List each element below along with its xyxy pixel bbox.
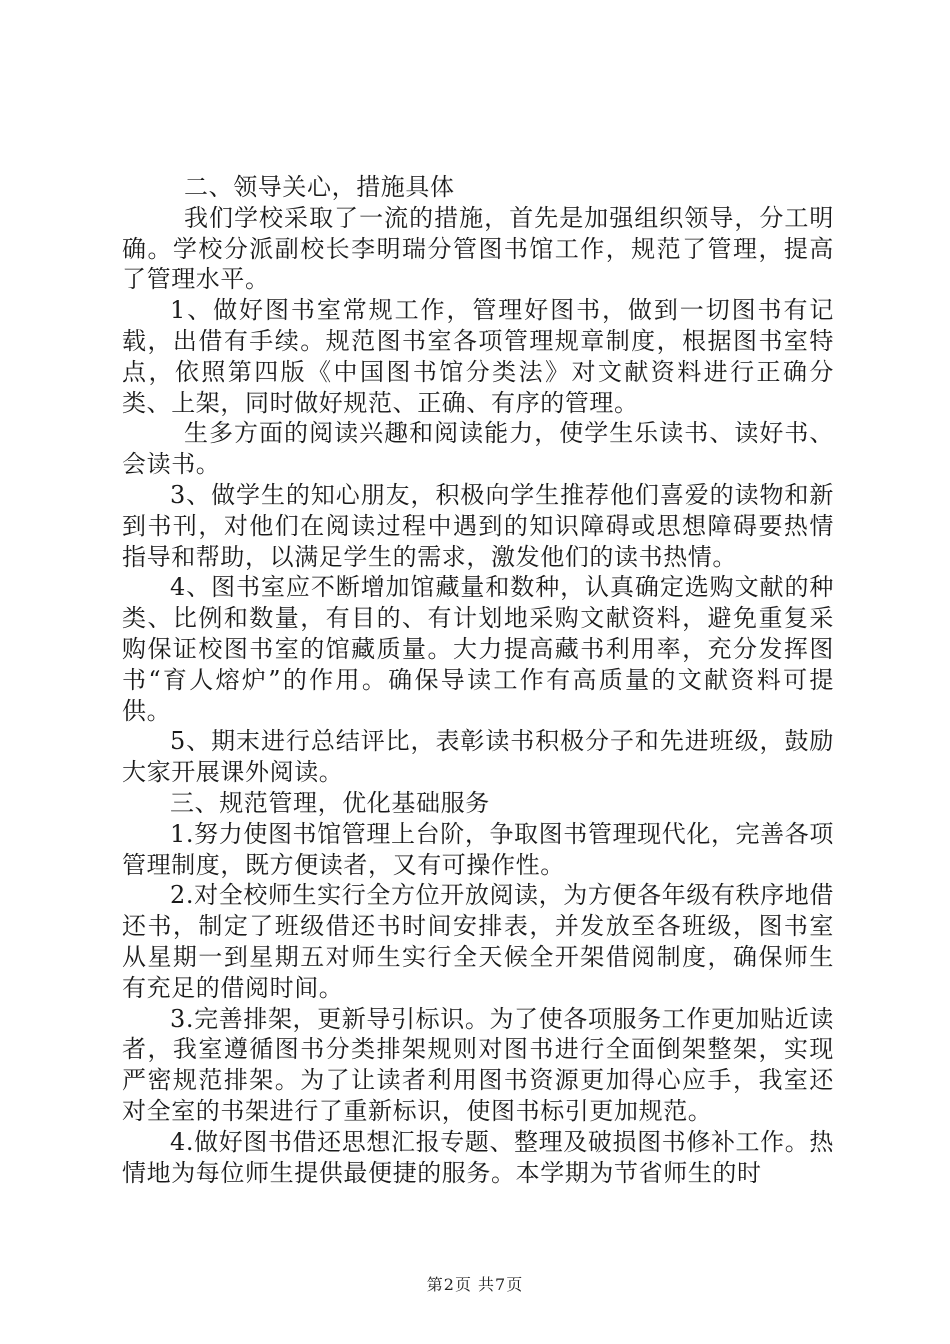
paragraph-item-4: 4、图书室应不断增加馆藏量和数种，认真确定选购文献的种类、比例和数量，有目的、有计划地采购文献资料，避免重复采购保证校图书室的馆藏质量。大力提高藏书利用率，充分发挥图书“育人熔炉”的作用。确保导读工作有高质量的文献资料可提供。 xyxy=(122,573,834,725)
paragraph-management-3: 3.完善排架，更新导引标识。为了使各项服务工作更加贴近读者，我室遵循图书分类排架规则对图书进行全面倒架整架，实现严密规范排架。为了让读者利用图书资源更加得心应手，我室还对全室的书架进行了重新标识，使图书标引更加规范。 xyxy=(122,1004,834,1125)
paragraph-reading-interest: 生多方面的阅读兴趣和阅读能力，使学生乐读书、读好书、会读书。 xyxy=(122,419,834,479)
paragraph-item-1: 1、做好图书室常规工作，管理好图书，做到一切图书有记载，出借有手续。规范图书室各项管理规章制度，根据图书室特点，依照第四版《中国图书馆分类法》对文献资料进行正确分类、上架，同时做好规范、正确、有序的管理。 xyxy=(122,296,834,417)
paragraph-management-1: 1.努力使图书馆管理上台阶，争取图书管理现代化，完善各项管理制度，既方便读者，又有可操作性。 xyxy=(122,819,834,879)
section-heading-leadership: 二、领导关心，措施具体 xyxy=(184,173,455,201)
document-body xyxy=(122,172,834,1188)
paragraph-item-5: 5、期末进行总结评比，表彰读书积极分子和先进班级，鼓励大家开展课外阅读。 xyxy=(122,727,834,787)
section-heading-management: 三、规范管理，优化基础服务 xyxy=(170,788,490,817)
paragraph-management-2: 2.对全校师生实行全方位开放阅读，为方便各年级有秩序地借还书，制定了班级借还书时间安排表，并发放至各班级，图书室从星期一到星期五对师生实行全天候全开架借阅制度，确保师生有充足的借阅时间。 xyxy=(122,881,834,1002)
paragraph-organization: 我们学校采取了一流的措施，首先是加强组织领导，分工明确。学校分派副校长李明瑞分管图书馆工作，规范了管理，提高了管理水平。 xyxy=(122,203,834,294)
page-number-footer: 第2页 共7页 xyxy=(426,1275,524,1294)
paragraph-item-3: 3、做学生的知心朋友，积极向学生推荐他们喜爱的读物和新到书刊，对他们在阅读过程中遇到的知识障碍或思想障碍要热情指导和帮助，以满足学生的需求，激发他们的读书热情。 xyxy=(122,480,834,571)
paragraph-management-4: 4.做好图书借还思想汇报专题、整理及破损图书修补工作。热情地为每位师生提供最便捷的服务。本学期为节省师生的时 xyxy=(122,1127,834,1187)
